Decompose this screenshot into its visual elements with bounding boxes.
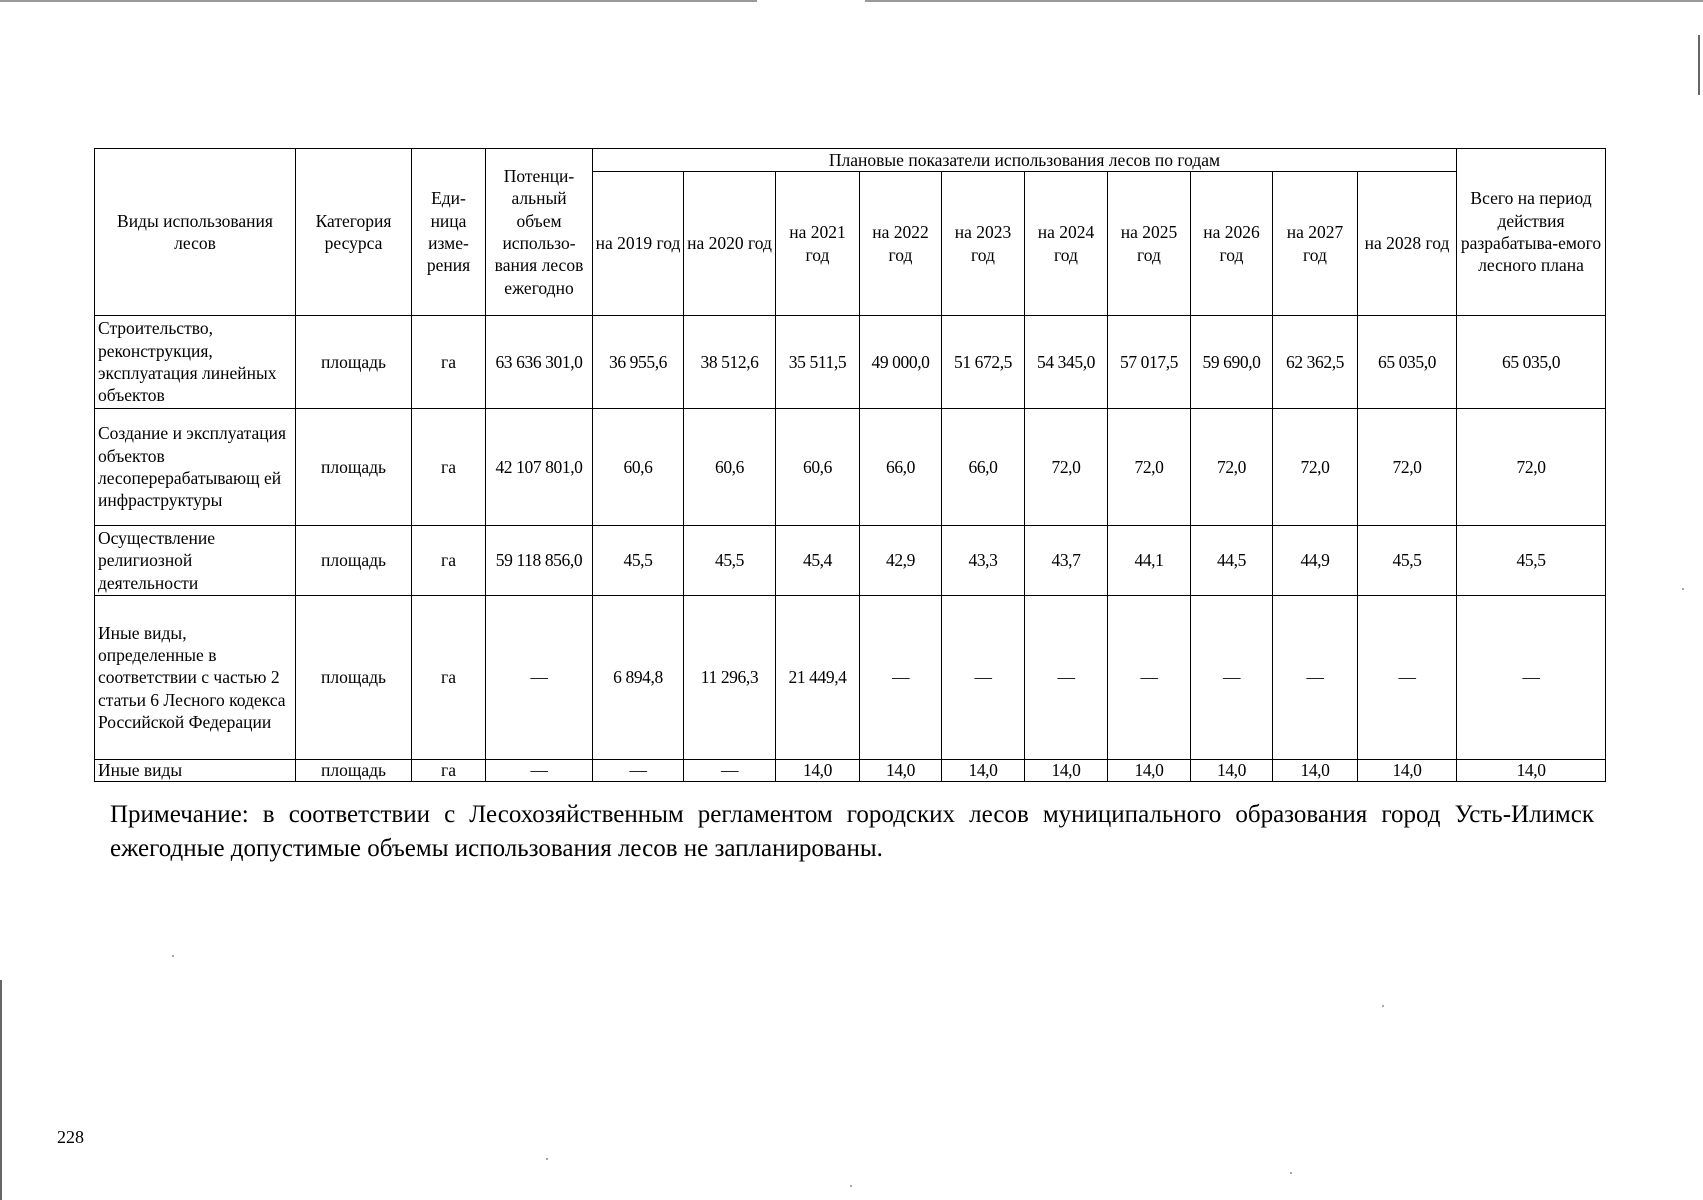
- cell-category: площадь: [296, 760, 412, 782]
- cell-year-value: 45,4: [776, 526, 860, 596]
- scan-speck: [172, 955, 174, 957]
- cell-year-value: 44,9: [1273, 526, 1358, 596]
- cell-year-value: —: [1358, 596, 1457, 760]
- cell-year-value: 45,5: [593, 526, 684, 596]
- cell-year-value: 66,0: [942, 409, 1025, 526]
- header-unit: Еди-ница изме-рения: [412, 149, 486, 316]
- scan-speck: [1382, 1005, 1384, 1007]
- cell-year-value: —: [1273, 596, 1358, 760]
- cell-year-value: 14,0: [860, 760, 942, 782]
- cell-potential: 42 107 801,0: [486, 409, 593, 526]
- page-number: 228: [57, 1127, 84, 1147]
- cell-year-value: 60,6: [776, 409, 860, 526]
- cell-year-value: 72,0: [1358, 409, 1457, 526]
- cell-year-value: 45,5: [1358, 526, 1457, 596]
- cell-year-value: 42,9: [860, 526, 942, 596]
- cell-year-value: 44,1: [1108, 526, 1191, 596]
- cell-year-value: 62 362,5: [1273, 316, 1358, 409]
- header-year: на 2023 год: [942, 172, 1025, 316]
- cell-unit: га: [412, 596, 486, 760]
- header-year: на 2019 год: [593, 172, 684, 316]
- scan-speck: [1682, 588, 1684, 590]
- cell-unit: га: [412, 316, 486, 409]
- cell-year-value: 14,0: [942, 760, 1025, 782]
- cell-year-value: —: [1025, 596, 1108, 760]
- cell-year-value: 44,5: [1191, 526, 1273, 596]
- table-row: [95, 760, 1606, 782]
- header-use-type: Виды использования лесов: [95, 149, 296, 316]
- scan-top-line-left: [0, 0, 757, 2]
- cell-year-value: 66,0: [860, 409, 942, 526]
- header-year: на 2025 год: [1108, 172, 1191, 316]
- header-year: на 2026 год: [1191, 172, 1273, 316]
- cell-use-type: Иные виды, определенные в соответствии с частью 2 статьи 6 Лесного кодекса Российской Федерации: [95, 596, 296, 760]
- cell-use-type: Иные виды: [95, 760, 296, 782]
- cell-year-value: —: [1108, 596, 1191, 760]
- scan-speck: [1290, 1172, 1292, 1174]
- cell-year-value: 14,0: [1025, 760, 1108, 782]
- header-year: на 2028 год: [1358, 172, 1457, 316]
- cell-year-value: 6 894,8: [593, 596, 684, 760]
- cell-unit: га: [412, 409, 486, 526]
- forest-use-table: [94, 148, 1606, 782]
- cell-year-value: 72,0: [1273, 409, 1358, 526]
- cell-year-value: 60,6: [684, 409, 776, 526]
- cell-potential: —: [486, 596, 593, 760]
- cell-year-value: —: [860, 596, 942, 760]
- cell-unit: га: [412, 526, 486, 596]
- cell-use-type: Строительство, реконструкция, эксплуатация линейных объектов: [95, 316, 296, 409]
- cell-year-value: 36 955,6: [593, 316, 684, 409]
- cell-year-value: 72,0: [1108, 409, 1191, 526]
- cell-year-value: 54 345,0: [1025, 316, 1108, 409]
- cell-category: площадь: [296, 526, 412, 596]
- cell-total: 45,5: [1457, 526, 1606, 596]
- scan-speck: [850, 1185, 852, 1187]
- cell-year-value: —: [684, 760, 776, 782]
- cell-year-value: 57 017,5: [1108, 316, 1191, 409]
- cell-total: 14,0: [1457, 760, 1606, 782]
- header-resource-category: Категория ресурса: [296, 149, 412, 316]
- cell-year-value: 35 511,5: [776, 316, 860, 409]
- cell-use-type: Осуществление религиозной деятельности: [95, 526, 296, 596]
- header-total-period: Всего на период действия разрабатыва-емого лесного плана: [1457, 149, 1606, 316]
- cell-year-value: —: [593, 760, 684, 782]
- scan-top-line-right: [865, 0, 1703, 2]
- cell-year-value: 21 449,4: [776, 596, 860, 760]
- cell-total: —: [1457, 596, 1606, 760]
- cell-category: площадь: [296, 409, 412, 526]
- table-row: [95, 526, 1606, 596]
- header-year: на 2024 год: [1025, 172, 1108, 316]
- header-year: на 2020 год: [684, 172, 776, 316]
- table-row: [95, 596, 1606, 760]
- cell-year-value: 14,0: [1191, 760, 1273, 782]
- cell-potential: —: [486, 760, 593, 782]
- cell-unit: га: [412, 760, 486, 782]
- cell-year-value: 14,0: [776, 760, 860, 782]
- table-row: [95, 316, 1606, 409]
- cell-year-value: 11 296,3: [684, 596, 776, 760]
- cell-year-value: 14,0: [1273, 760, 1358, 782]
- cell-year-value: 51 672,5: [942, 316, 1025, 409]
- cell-year-value: 72,0: [1025, 409, 1108, 526]
- cell-year-value: 59 690,0: [1191, 316, 1273, 409]
- cell-year-value: 65 035,0: [1358, 316, 1457, 409]
- cell-year-value: 43,7: [1025, 526, 1108, 596]
- cell-total: 65 035,0: [1457, 316, 1606, 409]
- scan-edge-mark: [1698, 35, 1700, 95]
- scan-edge-mark: [0, 980, 2, 1200]
- scan-speck: [546, 1158, 548, 1160]
- cell-total: 72,0: [1457, 409, 1606, 526]
- cell-year-value: 14,0: [1358, 760, 1457, 782]
- cell-potential: 63 636 301,0: [486, 316, 593, 409]
- header-year: на 2022 год: [860, 172, 942, 316]
- cell-year-value: 14,0: [1108, 760, 1191, 782]
- cell-use-type: Создание и эксплуатация объектов лесоперерабатывающ ей инфраструктуры: [95, 409, 296, 526]
- header-potential-volume: Потенци-альный объем использо-вания лесов ежегодно: [486, 149, 593, 316]
- header-row-1: [95, 149, 1606, 172]
- table-row: [95, 409, 1606, 526]
- cell-year-value: 49 000,0: [860, 316, 942, 409]
- cell-year-value: 60,6: [593, 409, 684, 526]
- header-year: на 2027 год: [1273, 172, 1358, 316]
- cell-category: площадь: [296, 316, 412, 409]
- cell-year-value: 45,5: [684, 526, 776, 596]
- cell-year-value: 72,0: [1191, 409, 1273, 526]
- header-planned-indicators: Плановые показатели использования лесов по годам: [593, 149, 1457, 172]
- cell-category: площадь: [296, 596, 412, 760]
- cell-year-value: —: [1191, 596, 1273, 760]
- cell-year-value: 38 512,6: [684, 316, 776, 409]
- header-year: на 2021 год: [776, 172, 860, 316]
- cell-year-value: —: [942, 596, 1025, 760]
- table-note: Примечание: в соответствии с Лесохозяйственным регламентом городских лесов муниципального образования город Усть-Илимск ежегодные допустимые объемы использования лесов не запланированы.: [110, 801, 1594, 862]
- cell-potential: 59 118 856,0: [486, 526, 593, 596]
- cell-year-value: 43,3: [942, 526, 1025, 596]
